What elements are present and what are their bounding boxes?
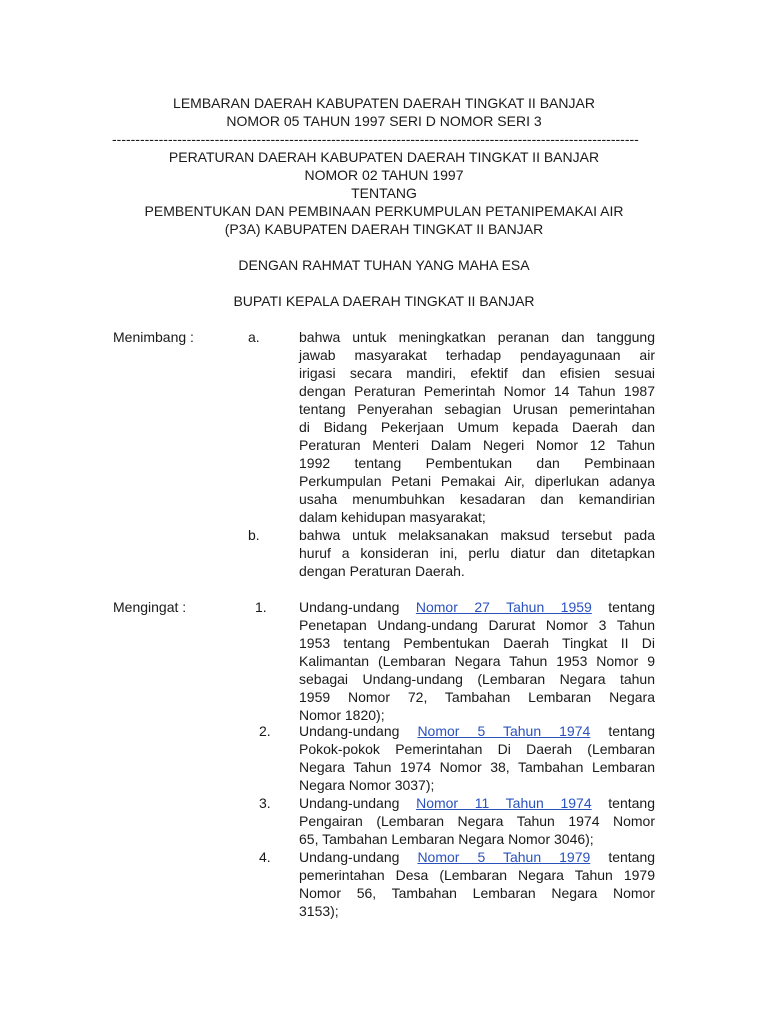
text-line: pemerintahan Desa (Lembaran Negara Tahun 1979: [299, 867, 655, 883]
text-line: dengan Peraturan Daerah.: [299, 563, 465, 579]
law-link-5-1974[interactable]: Nomor 5 Tahun 1974: [417, 723, 591, 739]
invocation: DENGAN RAHMAT TUHAN YANG MAHA ESA: [238, 257, 530, 273]
mengingat-marker-3: 3.: [259, 795, 271, 811]
mengingat-label: Mengingat :: [113, 599, 187, 615]
text-line: 1953 tentang Pembentukan Daerah Tingkat II Di: [299, 635, 655, 651]
regulation-number: NOMOR 02 TAHUN 1997: [304, 167, 464, 183]
menimbang-item-b: [299, 526, 655, 580]
law-prefix: Undang-undang: [299, 723, 400, 739]
regulation-subject-line2: (P3A) KABUPATEN DAERAH TINGKAT II BANJAR: [224, 221, 544, 237]
text-line: huruf a konsideran ini, perlu diatur dan ditetapkan: [299, 545, 655, 561]
authority-line: BUPATI KEPALA DAERAH TINGKAT II BANJAR: [233, 293, 535, 309]
text-line: [299, 722, 655, 740]
law-suffix: tentang: [608, 599, 655, 615]
text-line: Negara Tahun 1974 Nomor 38, Tambahan Lembaran: [299, 759, 655, 775]
text-line: [299, 848, 655, 866]
text-line: di Bidang Pekerjaan Umum kepada Daerah dan: [299, 419, 655, 435]
text-line: Nomor 56, Tambahan Lembaran Negara Nomor: [299, 885, 655, 901]
menimbang-label: Menimbang :: [113, 329, 194, 345]
text-line: dalam kehidupan masyarakat;: [299, 509, 486, 525]
law-suffix: tentang: [608, 849, 656, 865]
text-line: [299, 598, 655, 616]
regulation-about: TENTANG: [351, 185, 417, 201]
law-link-11-1974[interactable]: Nomor 11 Tahun 1974: [416, 795, 592, 811]
law-link-27-1959[interactable]: Nomor 27 Tahun 1959: [415, 599, 592, 615]
law-suffix: tentang: [608, 795, 655, 811]
text-line: jawab masyarakat terhadap pendayagunaan air: [299, 347, 655, 363]
gazette-number: NOMOR 05 TAHUN 1997 SERI D NOMOR SERI 3: [226, 113, 542, 129]
text-line: 1959 Nomor 72, Tambahan Lembaran Negara: [299, 689, 655, 705]
text-line: tentang Penyerahan sebagian Urusan pemerintahan: [299, 401, 655, 417]
text-line: Peraturan Menteri Dalam Negeri Nomor 12 Tahun: [299, 437, 655, 453]
mengingat-marker-4: 4.: [259, 849, 271, 865]
mengingat-item-1: [299, 598, 655, 724]
menimbang-item-a: [299, 328, 655, 526]
mengingat-item-3: [299, 794, 655, 848]
header-divider: -----------------------------------------------------------------------------------------------------------------: [112, 131, 639, 147]
text-line: Pengairan (Lembaran Negara Tahun 1974 Nomor: [299, 813, 655, 829]
law-suffix: tentang: [608, 723, 656, 739]
mengingat-item-2: [299, 722, 655, 794]
law-link-5-1979[interactable]: Nomor 5 Tahun 1979: [417, 849, 591, 865]
text-line: 3153);: [299, 903, 339, 919]
mengingat-marker-2: 2.: [259, 723, 271, 739]
law-prefix: Undang-undang: [299, 599, 400, 615]
text-line: 1992 tentang Pembentukan dan Pembinaan: [299, 455, 655, 471]
text-line: Kalimantan (Lembaran Negara Tahun 1953 Nomor 9: [299, 653, 655, 669]
regulation-title: PERATURAN DAERAH KABUPATEN DAERAH TINGKAT II BANJAR: [168, 149, 600, 165]
text-line: Pokok-pokok Pemerintahan Di Daerah (Lembaran: [299, 741, 655, 757]
text-line: Nomor 1820);: [299, 707, 385, 723]
menimbang-marker-b: b.: [248, 527, 260, 543]
mengingat-item-4: [299, 848, 655, 920]
text-line: Negara Nomor 3037);: [299, 777, 435, 793]
text-line: bahwa untuk melaksanakan maksud tersebut pada: [299, 527, 655, 543]
text-line: dengan Peraturan Pemerintah Nomor 14 Tahun 1987: [299, 383, 655, 399]
mengingat-marker-1: 1.: [255, 599, 267, 615]
menimbang-marker-a: a.: [248, 329, 260, 345]
text-line: [299, 794, 655, 812]
text-line: bahwa untuk meningkatkan peranan dan tanggung: [299, 329, 655, 345]
law-prefix: Undang-undang: [299, 795, 400, 811]
text-line: Perkumpulan Petani Pemakai Air, diperlukan adanya: [299, 473, 655, 489]
law-prefix: Undang-undang: [299, 849, 400, 865]
text-line: irigasi secara mandiri, efektif dan efisien sesuai: [299, 365, 655, 381]
text-line: 65, Tambahan Lembaran Negara Nomor 3046);: [299, 831, 594, 847]
text-line: usaha menumbuhkan kesadaran dan kemandirian: [299, 491, 655, 507]
gazette-title: LEMBARAN DAERAH KABUPATEN DAERAH TINGKAT II BANJAR: [173, 95, 595, 111]
text-line: sebagai Undang-undang (Lembaran Negara tahun: [299, 671, 655, 687]
regulation-subject-line1: PEMBENTUKAN DAN PEMBINAAN PERKUMPULAN PETANIPEMAKAI AIR: [144, 203, 624, 219]
text-line: Penetapan Undang-undang Darurat Nomor 3 Tahun: [299, 617, 655, 633]
